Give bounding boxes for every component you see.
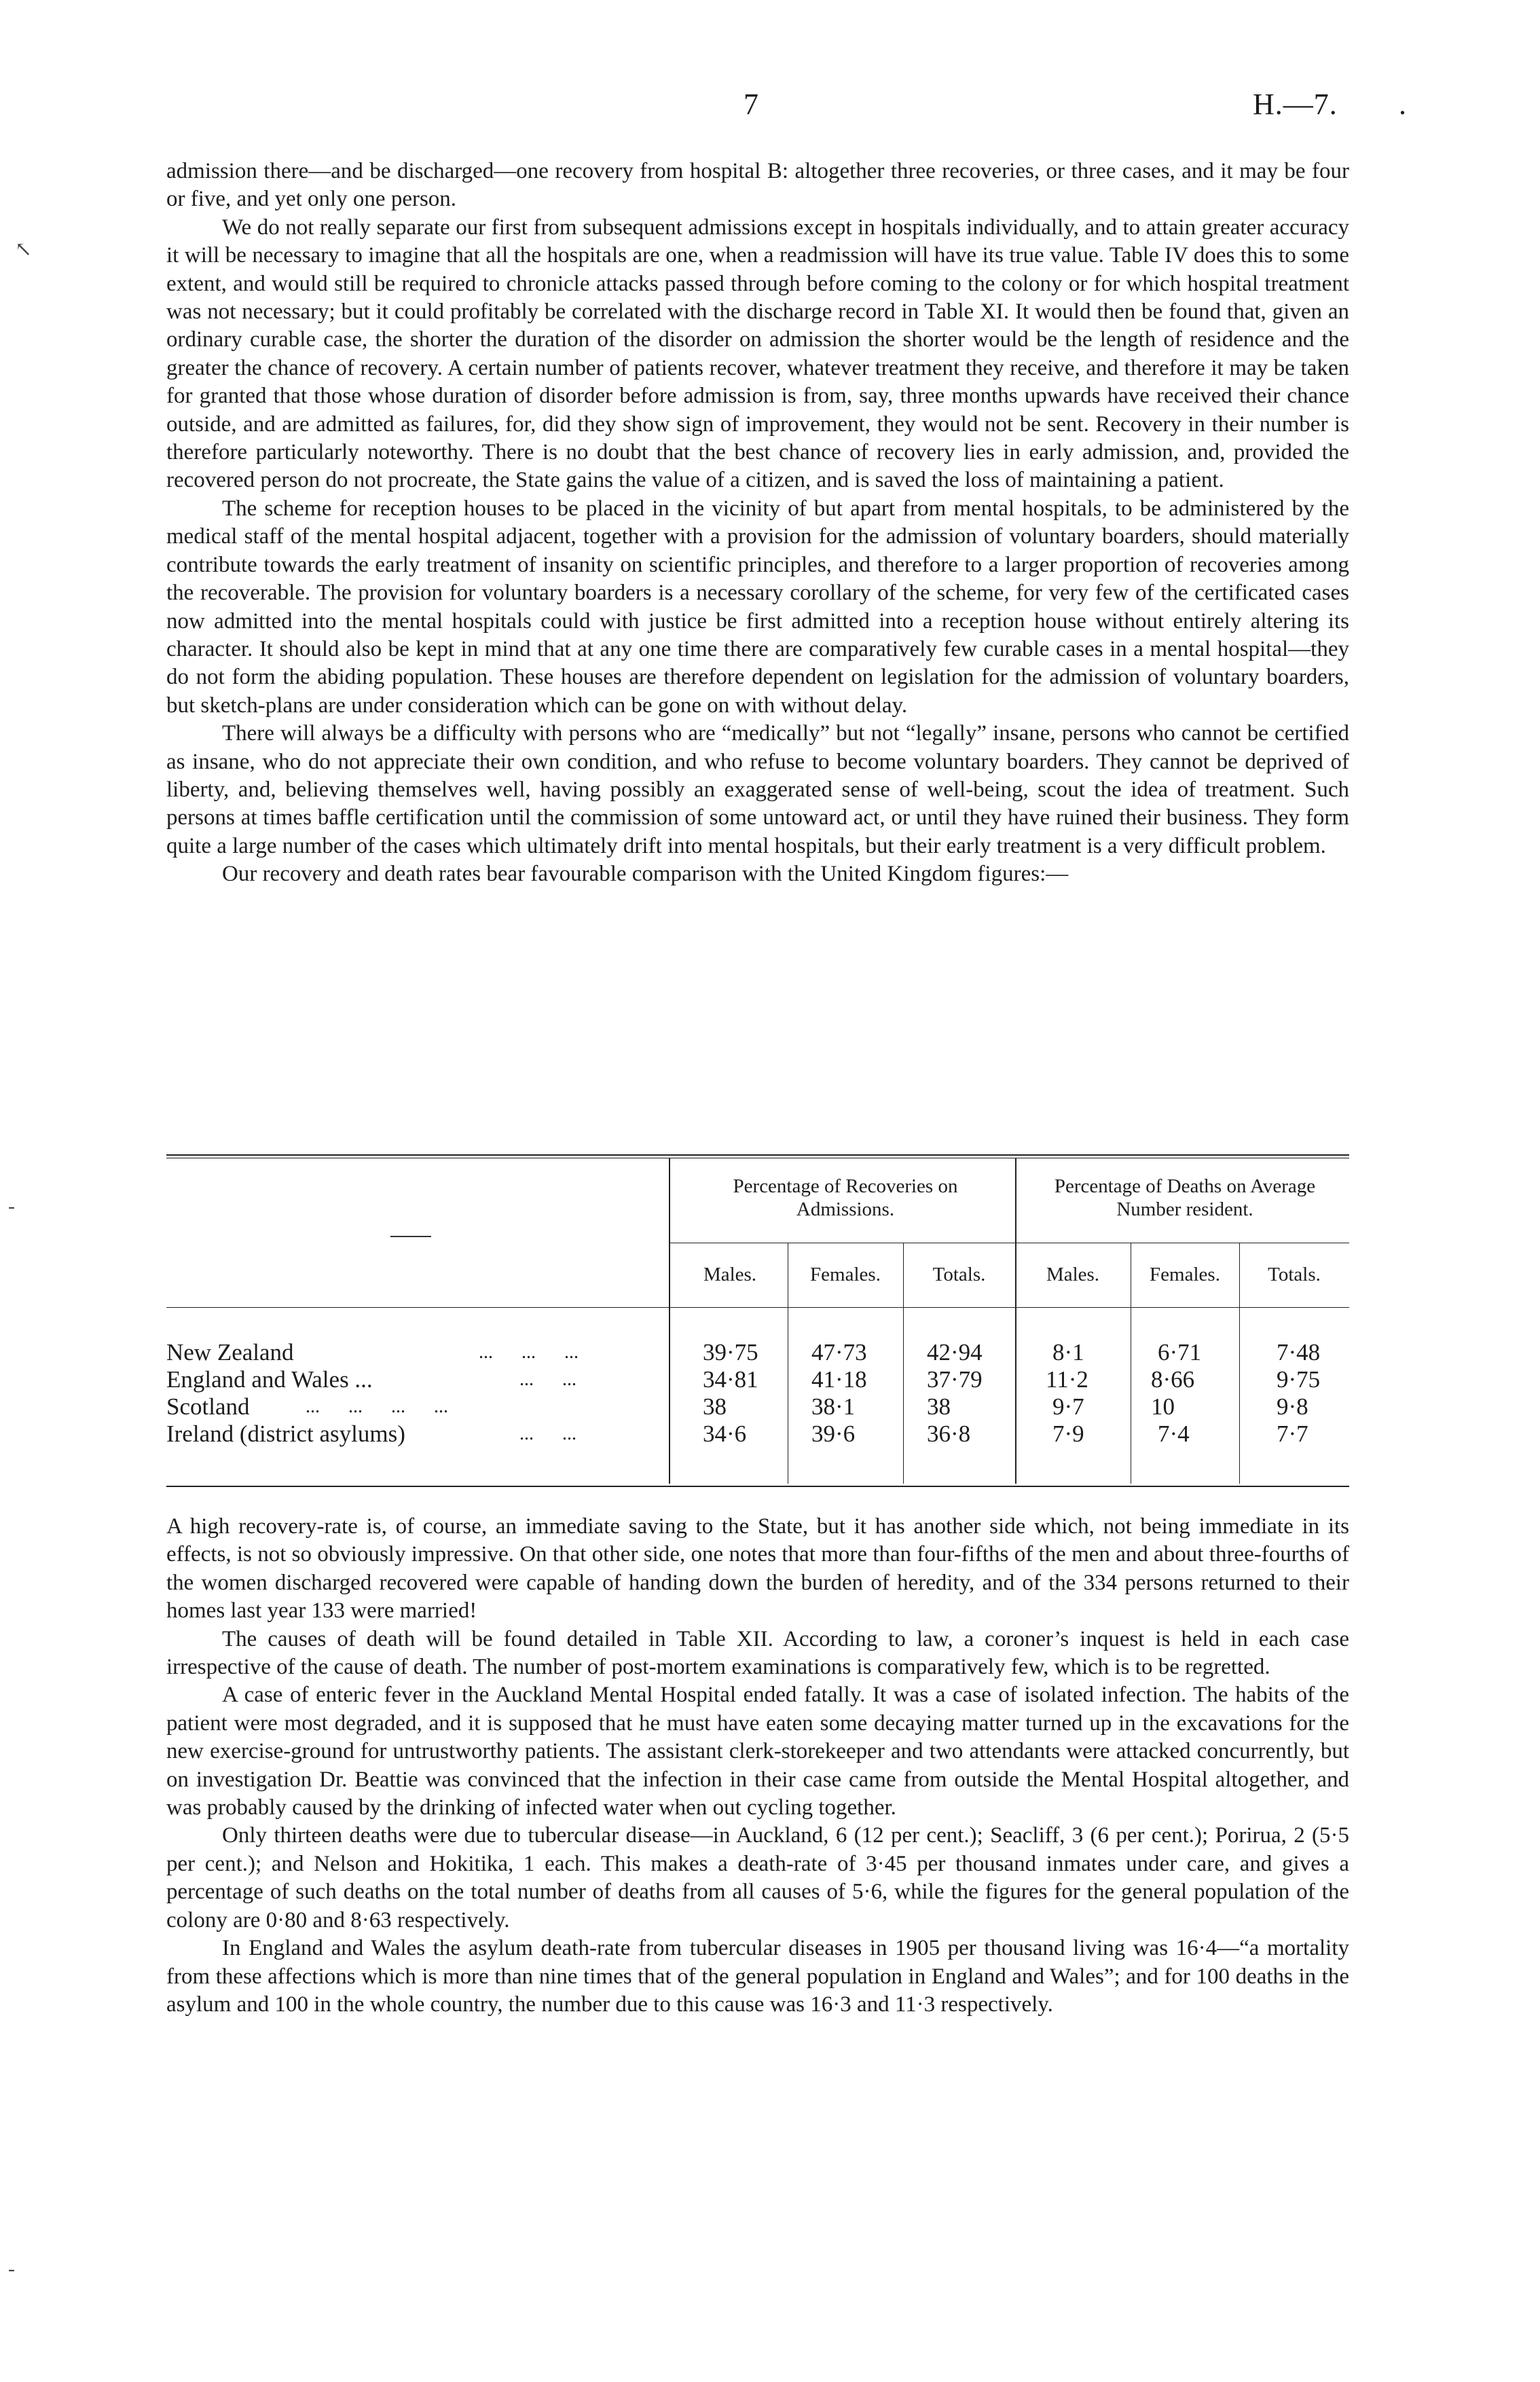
cell: 7·7: [1277, 1421, 1308, 1447]
cell: 7·9: [1052, 1421, 1084, 1447]
paragraph: Only thirteen deaths were due to tubercular disease—in Auckland, 6 (12 per cent.); Seacliff, 3 (6 per cent.); Porirua, 2 (5·5 per cent.); and Nelson and Hokitika, 1 each. This makes a death-rate of 3·45 per thousand inmates under care, and gives a percentage of such deaths on the total number of deaths from all causes of 5·6, while the figures for the general population of the colony are 0·80 and 8·63 respectively.: [166, 1823, 1349, 1932]
paragraph: The scheme for reception houses to be placed in the vicinity of but apart from mental hospitals, to be administered by the medical staff of the mental hospital adjacent, together with a provision for the admission of voluntary boarders, should materially contribute towards the early treatment of insanity on scientific principles, and therefore to a larger proportion of recoveries among the recoverable. The provision for voluntary boarders is a necessary corollary of the scheme, for very few of the certificated cases now admitted into the mental hospitals could with justice be first admitted into a reception house without entirely altering its character. It should also be kept in mind that at any one time there are comparatively few curable cases in a mental hospital—they do not form the abiding population. These houses are therefore dependent on legislation for the admission of voluntary boarders, but sketch-plans are under consideration which can be gone on with without delay.: [166, 496, 1349, 718]
row-leader: ... ...: [519, 1423, 576, 1444]
cell: 38: [703, 1393, 727, 1420]
margin-mark: -: [8, 1195, 15, 1217]
col-header: Totals.: [1268, 1264, 1321, 1285]
cell: 34·81: [703, 1366, 758, 1393]
page-number: 7: [744, 88, 758, 121]
recovery-death-table: [166, 1154, 1349, 1494]
cell: 39·6: [811, 1421, 856, 1447]
cell: 7·4: [1158, 1421, 1190, 1447]
stub-header: [390, 1236, 431, 1237]
row-label: England and Wales ...: [166, 1366, 373, 1393]
table-col-rule: [1015, 1158, 1016, 1484]
row-label: Ireland (district asylums): [166, 1421, 405, 1447]
body-text-top: [166, 158, 1349, 889]
page-header: [0, 87, 1540, 128]
row-label: Scotland: [166, 1393, 250, 1420]
paragraph: A case of enteric fever in the Auckland Mental Hospital ended fatally. It was a case of isolated infection. The habits of the patient were most degraded, and it is supposed that he must have eaten some decaying matter turned up in the excavations for the new exercise-ground for untrustworthy patients. The assistant clerk-storekeeper and two attendants were attacked concurrently, but on investigation Dr. Beattie was convinced that the infection in their case came from outside the Mental Hospital altogether, and was probably caused by the drinking of infected water when out cycling together.: [166, 1683, 1349, 1820]
cell: 9·75: [1277, 1366, 1321, 1393]
margin-mark: -: [8, 2258, 15, 2280]
cell: 42·94: [927, 1339, 983, 1366]
cell: 10: [1151, 1393, 1175, 1420]
paragraph: admission there—and be discharged—one recovery from hospital B: altogether three recoveries, or three cases, and it may be four or five, and yet only one person.: [166, 159, 1349, 212]
cell: 34·6: [703, 1421, 747, 1447]
col-header: Males.: [703, 1264, 757, 1285]
paragraph: There will always be a difficulty with persons who are “medically” but not “legally” insane, persons who cannot be certified as insane, who do not appreciate their own condition, and who refuse to become voluntary boarders. They cannot be deprived of liberty, and, believing themselves well, having possibly an exaggerated sense of well-being, scout the idea of treatment. Such persons at times baffle certification until the commission of some untoward act, or until they have ruined their business. They form quite a large number of the cases which ultimately drift into mental hospitals, but their early treatment is a very difficult problem.: [166, 721, 1349, 858]
document-code: H.—7.: [1253, 88, 1338, 121]
cell: 41·18: [811, 1366, 867, 1393]
cell: 7·48: [1277, 1339, 1321, 1366]
paragraph: The causes of death will be found detailed in Table XII. According to law, a coroner’s inquest is held in each case irrespective of the cause of death. The number of post-mortem examinations is comparatively few, which is to be regretted.: [166, 1626, 1349, 1680]
cell: 38·1: [811, 1393, 856, 1420]
cell: 11·2: [1046, 1366, 1088, 1393]
paragraph: Our recovery and death rates bear favourable comparison with the United Kingdom figures:—: [222, 862, 1069, 887]
col-header: Females.: [1150, 1264, 1220, 1285]
group-header-deaths: Percentage of Deaths on Average Number resident.: [1054, 1175, 1316, 1220]
cell: 9·7: [1052, 1393, 1084, 1420]
cell: 39·75: [703, 1339, 758, 1366]
col-header: Females.: [810, 1264, 881, 1285]
cell: 9·8: [1277, 1393, 1308, 1420]
margin-mark: ↖: [15, 238, 33, 261]
row-leader: ... ... ...: [479, 1342, 579, 1363]
col-header: Males.: [1046, 1264, 1100, 1285]
row-label: New Zealand: [166, 1339, 294, 1366]
table-rule-bottom: [166, 1486, 1349, 1487]
cell: 8·1: [1052, 1339, 1084, 1366]
cell: 38: [927, 1393, 951, 1420]
table-rule-head: [166, 1307, 1349, 1308]
table-rule-top: [166, 1154, 1349, 1156]
paragraph: We do not really separate our first from subsequent admissions except in hospitals individually, and to attain greater accuracy it will be necessary to imagine that all the hospitals are one, when a readmission will have its true value. Table IV does this to some extent, and would still be required to chronicle attacks passed through before coming to the colony or for which hospital treatment was not necessary; but it could profitably be correlated with the discharge record in Table XI. It would then be found that, given an ordinary curable case, the shorter the duration of the disorder on admission the shorter would be the length of residence and the greater the chance of recovery. A certain number of patients recover, whatever treatment they receive, and therefore it may be taken for granted that those whose duration of disorder before admission is from, say, three months upwards have received their chance outside, and are admitted as failures, for, did they show sign of improvement, they would not be sent. Recovery in their number is therefore particularly noteworthy. There is no doubt that the best chance of recovery lies in early admission, and, provided the recovered person do not procreate, the State gains the value of a citizen, and is saved the loss of maintaining a patient.: [166, 215, 1349, 493]
cell: 6·71: [1158, 1339, 1202, 1366]
cell: 36·8: [927, 1421, 971, 1447]
row-leader: ... ...: [519, 1369, 576, 1390]
cell: 8·66: [1151, 1366, 1195, 1393]
cell: 47·73: [811, 1339, 867, 1366]
table-col-rule: [669, 1158, 670, 1484]
paragraph: A high recovery-rate is, of course, an immediate saving to the State, but it has another side which, not being immediate in its effects, is not so obviously impressive. On that other side, one notes that more than four-fifths of the men and about three-fourths of the women discharged recovered were capable of handing down the burden of heredity, and of the 334 persons returned to their homes last year 133 were married!: [166, 1514, 1349, 1624]
header-dot: .: [1399, 88, 1406, 121]
body-text-bottom: [166, 1513, 1349, 2019]
cell: 37·79: [927, 1366, 983, 1393]
group-header-recoveries: Percentage of Recoveries on Admissions.: [733, 1175, 958, 1220]
row-leader: ... ... ... ...: [306, 1396, 448, 1417]
col-header: Totals.: [932, 1264, 986, 1285]
paragraph: In England and Wales the asylum death-rate from tubercular diseases in 1905 per thousand living was 16·4—“a mortality from these affections which is more than nine times that of the general population in England and Wales”; and for 100 deaths in the asylum and 100 in the whole country, the number due to this cause was 16·3 and 11·3 respectively.: [166, 1936, 1349, 2017]
